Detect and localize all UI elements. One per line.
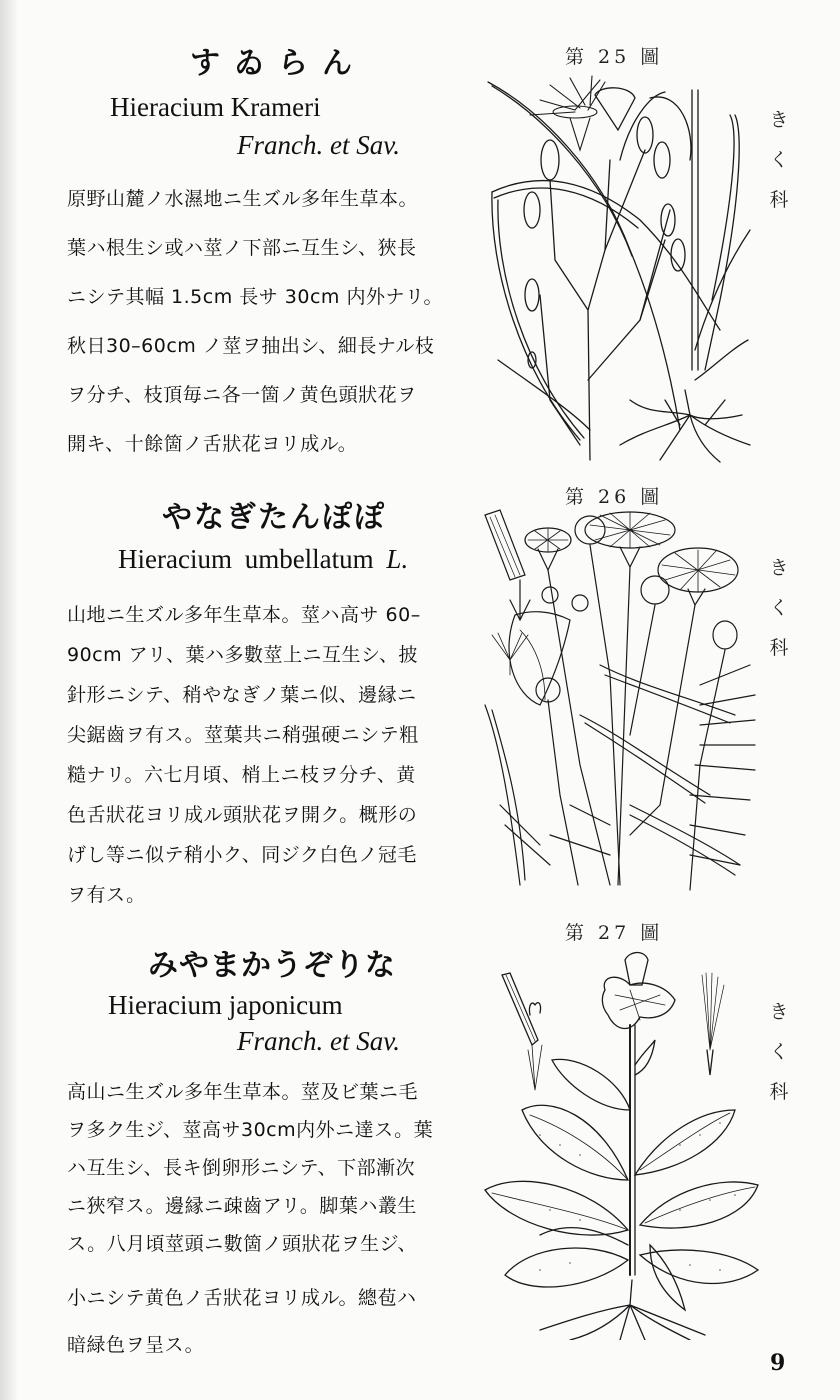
description-line: 山地ニ生ズル多年生草本。莖ハ高サ 60– [67, 604, 421, 626]
description-line: ニシテ其幅 1.5cm 長サ 30cm 内外ナリ。 [67, 286, 444, 308]
description-line: 尖鋸齒ヲ有ス。莖葉共ニ稍强硬ニシテ粗 [67, 724, 419, 746]
author-citation: Franch. et Sav. [237, 130, 400, 160]
plant-illustration-hieracium-umbellatum-icon [480, 505, 760, 900]
plant-illustration-hieracium-krameri-icon [480, 70, 760, 465]
description-line: 秋日30–60cm ノ莖ヲ抽出シ、細長ナル枝 [67, 335, 435, 357]
figure-label: 第 26 圖 [565, 486, 664, 508]
description-line: 針形ニシテ、稍やなぎノ葉ニ似、邊縁ニ [67, 684, 417, 706]
description-line: 小ニシテ黄色ノ舌狀花ヨリ成ル。總苞ハ [67, 1287, 417, 1309]
latin-name: Hieracium Krameri [110, 92, 321, 122]
description-line: ヲ分チ、枝頂毎ニ各一箇ノ黄色頭狀花ヲ [67, 384, 417, 406]
description-line: 糙ナリ。六七月頃、梢上ニ枝ヲ分チ、黄 [67, 764, 416, 786]
latin-name: Hieracium japonicum [108, 990, 343, 1020]
description-line: 原野山麓ノ水濕地ニ生ズル多年生草本。 [67, 188, 419, 210]
description-line: 90cm アリ、葉ハ多數莖上ニ互生シ、披 [67, 644, 418, 666]
figure-label: 第 25 圖 [565, 46, 664, 68]
description-line: 色舌狀花ヨリ成ル頭狀花ヲ開ク。概形の [67, 804, 418, 826]
description-line: ヲ多ク生ジ、莖高サ30cm内外ニ達ス。葉 [67, 1119, 434, 1141]
author-citation: Franch. et Sav. [237, 1026, 400, 1056]
plant-illustration-hieracium-japonicum-icon [480, 945, 760, 1340]
family-label: き く 科 [769, 557, 789, 659]
description-line: ハ互生シ、長キ倒卵形ニシテ、下部漸次 [67, 1157, 416, 1179]
page-edge-shadow [0, 0, 18, 1400]
family-label: き く 科 [769, 109, 789, 211]
japanese-name: やなぎたんぽぽ [162, 500, 386, 535]
description-line: 高山ニ生ズル多年生草本。莖及ビ葉ニ毛 [67, 1081, 419, 1103]
description-line: ス。八月頃莖頭ニ數箇ノ頭狀花ヲ生ジ、 [67, 1233, 418, 1255]
latin-name: Hieracium umbellatum L. [118, 544, 409, 574]
description-line: ニ狹窄ス。邊縁ニ疎齒アリ。脚葉ハ叢生 [67, 1195, 417, 1217]
description-line: ヲ有ス。 [67, 884, 146, 906]
description-line: 葉ハ根生シ或ハ莖ノ下部ニ互生シ、狹長 [67, 237, 417, 259]
japanese-name: みやまかうぞりな [148, 948, 396, 983]
description-line: げし等ニ似テ稍小ク、同ジク白色ノ冠毛 [67, 844, 417, 866]
author-citation: L. [386, 544, 409, 574]
family-label: き く 科 [769, 1001, 789, 1103]
japanese-name: すゐらん [190, 46, 366, 81]
description-line: 暗緑色ヲ呈ス。 [67, 1334, 205, 1356]
description-line: 開キ、十餘箇ノ舌狀花ヨリ成ル。 [67, 433, 358, 455]
page-number: 9 [770, 1350, 786, 1376]
figure-label: 第 27 圖 [565, 922, 664, 944]
